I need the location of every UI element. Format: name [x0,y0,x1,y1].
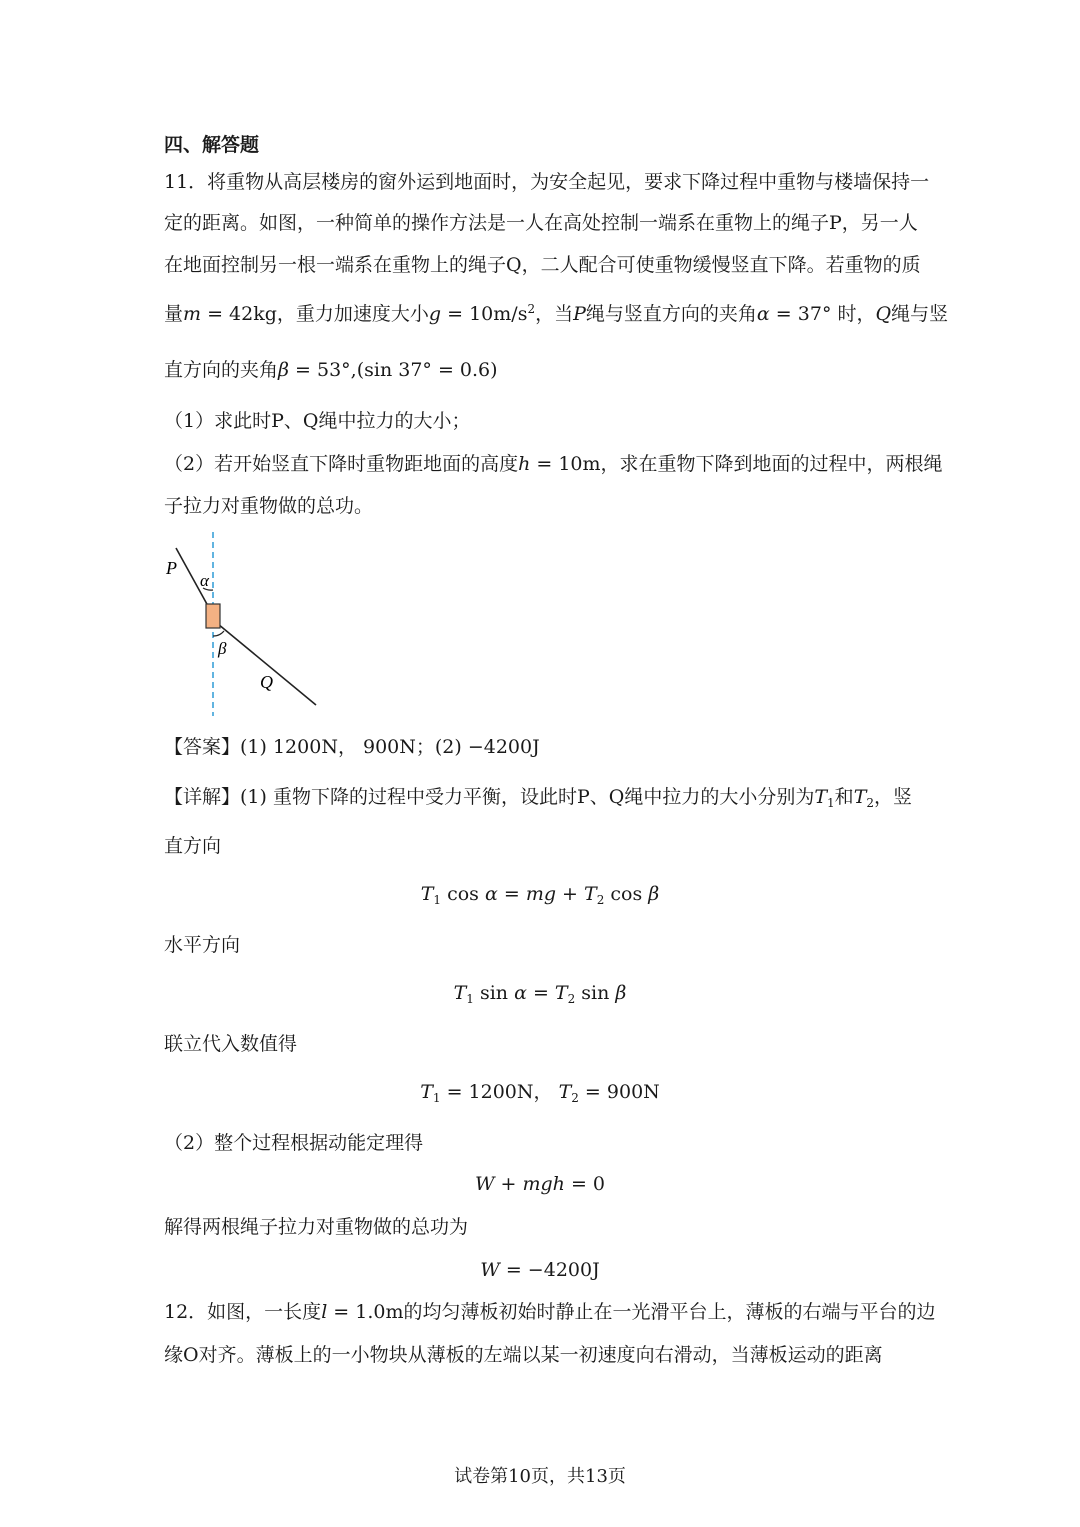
q11-line-2: 定的距离。如图，一种简单的操作方法是一人在高处控制一端系在重物上的绳子P，另一人 [164,212,918,234]
label-alpha: α [200,571,209,590]
label-p: P [166,558,177,578]
q11-sub-1: （1）求此时P、Q绳中拉力的大小； [164,410,471,432]
part2-label: （2）整个过程根据动能定理得 [164,1132,424,1154]
rope-diagram [160,530,330,720]
q11-line-4: 量m = 42kg，重力加速度大小$g = 10m/s^2$，当P绳与竖直方向的夹角α = 37° 时，Q绳与竖 [164,302,949,325]
horizontal-label: 水平方向 [164,934,241,956]
solve-label: 解得两根绳子拉力对重物做的总功为 [164,1216,469,1238]
answer-line: 【答案】(1) 1200N， 900N；(2) −4200J [164,736,540,758]
q11-line-5: 直方向的夹角β = 53°,(sin 37° = 0.6) [164,359,498,381]
q12-line-2: 缘O对齐。薄板上的一小物块从薄板的左端以某一初速度向右滑动，当薄板运动的距离 [164,1344,883,1366]
q12-line-1: 12．如图，一长度l = 1.0m的均匀薄板初始时静止在一光滑平台上，薄板的右端与平台的边 [164,1301,936,1323]
q11-line-3: 在地面控制另一根一端系在重物上的绳子Q，二人配合可使重物缓慢竖直下降。若重物的质 [164,254,921,276]
equation-tension-results: $T_1 = 1200N$， $T_2 = 900N$ [420,1081,660,1105]
equation-work-energy: W + mgh = 0 [474,1173,606,1195]
detail-line-2: 直方向 [164,835,222,857]
weight-block [206,604,220,628]
section-title: 四、解答题 [164,134,260,156]
label-q: Q [260,672,273,692]
page-footer: 试卷第10页，共13页 [454,1466,626,1487]
label-beta: β [218,639,227,658]
combine-label: 联立代入数值得 [164,1033,298,1055]
detail-line-1: 【详解】(1) 重物下降的过程中受力平衡，设此时P、Q绳中拉力的大小分别为$T_1$和$T_2$，竖 [164,786,913,810]
beta-arc [213,631,224,636]
equation-vertical: $T_1$ cos α = mg + $T_2$ cos β [420,883,660,907]
rope-q [218,624,316,705]
equation-horizontal: $T_1$ $\sin \alpha = T_2$ sin β [453,982,627,1006]
q11-sub-2-line-2: 子拉力对重物做的总功。 [164,495,374,517]
q11-sub-2: （2）若开始竖直下降时重物距地面的高度h = 10m，求在重物下降到地面的过程中，两根绳 [164,453,943,475]
equation-total-work: W = −4200J [480,1259,600,1281]
q11-line-1: 11．将重物从高层楼房的窗外运到地面时，为安全起见，要求下降过程中重物与楼墙保持一 [164,171,930,193]
